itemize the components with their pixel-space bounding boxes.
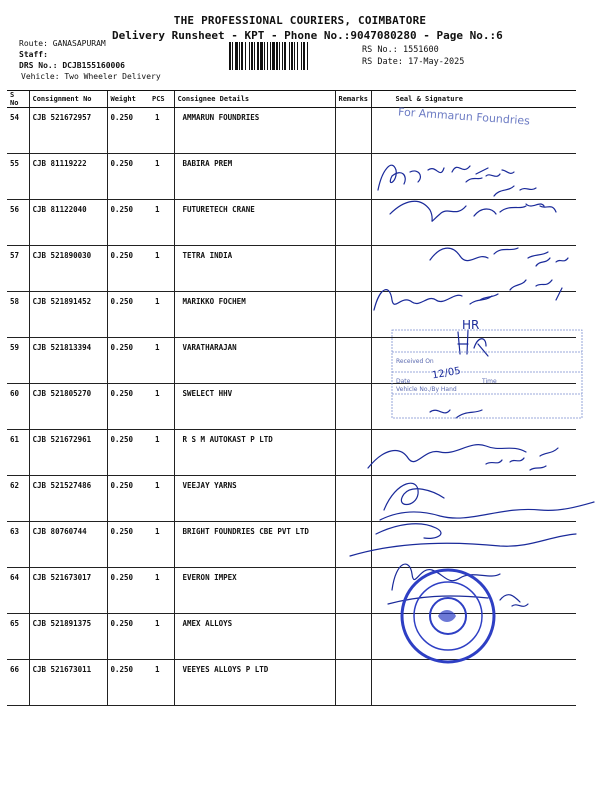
row-consignee: BABIRA PREM [174,154,335,200]
table-row [7,660,576,706]
barcode-bar [235,42,238,70]
row-sno: 57 [7,246,29,292]
row-remarks [335,614,371,660]
row-pcs: 1 [149,660,174,706]
barcode-bar [282,42,283,70]
barcode-bar [289,42,290,70]
row-sno: 60 [7,384,29,430]
row-weight: 0.250 [107,614,149,660]
row-sno: 54 [7,108,29,154]
row-weight: 0.250 [107,430,149,476]
barcode-bar [249,42,250,70]
row-consignee: VEEJAY YARNS [174,476,335,522]
row-consignment-no: CJB 81119222 [29,154,107,200]
col-consignment: Consignment No [29,91,107,108]
row-pcs: 1 [149,430,174,476]
swelect-stamp-date-value: 12/05 [431,365,462,382]
row-weight: 0.250 [107,154,149,200]
row-consignee: AMMARUN FOUNDRIES [174,108,335,154]
barcode-bar [279,42,280,70]
row-remarks [335,568,371,614]
table-row [7,200,576,246]
row-seal-signature [371,568,576,614]
vehicle-value: Two Wheeler Delivery [64,72,161,81]
row-remarks [335,476,371,522]
ammarun-stamp-text: For Ammarun Foundries [397,105,531,128]
row-consignment-no: CJB 521672961 [29,430,107,476]
row-pcs: 1 [149,476,174,522]
barcode-bar [251,42,253,70]
table-row [7,614,576,660]
row-remarks [335,108,371,154]
barcode-bar [239,42,240,70]
row-consignee: SWELECT HHV [174,384,335,430]
rs-date-label: RS Date: [362,57,403,67]
table-row [7,430,576,476]
row-consignee: TETRA INDIA [174,246,335,292]
company-title: THE PROFESSIONAL COURIERS, COIMBATORE [173,14,427,27]
row-weight: 0.250 [107,568,149,614]
row-weight: 0.250 [107,108,149,154]
row-weight: 0.250 [107,476,149,522]
row-consignee: MARIKKO FOCHEM [174,292,335,338]
row-sno: 65 [7,614,29,660]
row-consignment-no: CJB 521527486 [29,476,107,522]
barcode-bar [267,42,268,70]
row-consignee: VEEYES ALLOYS P LTD [174,660,335,706]
barcode [229,42,353,70]
rs-no-label: RS No.: [362,45,398,55]
row-consignment-no: CJB 521673017 [29,568,107,614]
row-seal-signature [371,476,576,522]
row-weight: 0.250 [107,246,149,292]
barcode-bar [270,42,271,70]
swelect-stamp-date-label: Date [396,378,411,385]
rs-date-line [362,57,464,67]
row-remarks [335,154,371,200]
barcode-bar [284,42,286,70]
row-remarks [335,292,371,338]
barcode-bar [254,42,255,70]
row-seal-signature [371,246,576,292]
row-weight: 0.250 [107,522,149,568]
swelect-stamp-vehicle-label: Vehicle No./By Hand [396,386,457,393]
row-consignee: AMEX ALLOYS [174,614,335,660]
barcode-bar [291,42,293,70]
row-consignment-no: CJB 521673011 [29,660,107,706]
row-sno: 66 [7,660,29,706]
col-remarks: Remarks [335,91,371,108]
barcode-bar [245,42,246,70]
barcode-bar [229,42,231,70]
swelect-stamp-received: Received On [396,358,434,365]
barcode-bar [257,42,259,70]
table-row [7,384,576,430]
col-seal-signature: Seal & Signature [371,91,576,108]
table-row [7,246,576,292]
table-row [7,338,576,384]
barcode-bar [303,42,305,70]
drs-label: DRS No.: [19,61,58,70]
table-row [7,292,576,338]
barcode-bar [301,42,302,70]
row-consignment-no: CJB 521672957 [29,108,107,154]
table-row [7,476,576,522]
row-consignment-no: CJB 521891452 [29,292,107,338]
row-consignment-no: CJB 521813394 [29,338,107,384]
row-consignee: EVERON IMPEX [174,568,335,614]
row-remarks [335,246,371,292]
col-sno: S No [7,91,29,108]
barcode-bar [232,42,233,70]
row-consignment-no: CJB 80760744 [29,522,107,568]
row-remarks [335,660,371,706]
row-consignee: BRIGHT FOUNDRIES CBE PVT LTD [174,522,335,568]
col-pcs: PCS [149,91,174,108]
row-seal-signature [371,430,576,476]
row-sno: 58 [7,292,29,338]
row-weight: 0.250 [107,338,149,384]
row-seal-signature [371,614,576,660]
staff-line [19,50,48,59]
row-weight: 0.250 [107,200,149,246]
barcode-bar [307,42,308,70]
row-remarks [335,384,371,430]
drs-line [19,61,125,70]
row-remarks [335,338,371,384]
row-pcs: 1 [149,292,174,338]
col-consignee: Consignee Details [174,91,335,108]
row-consignment-no: CJB 521890030 [29,246,107,292]
row-remarks [335,200,371,246]
row-pcs: 1 [149,200,174,246]
table-row [7,522,576,568]
rs-no-value: 1551600 [402,45,439,55]
barcode-bar [272,42,275,70]
rs-no-line [362,45,439,55]
row-pcs: 1 [149,338,174,384]
vehicle-line [21,72,161,81]
row-pcs: 1 [149,522,174,568]
barcode-bar [241,42,243,70]
row-consignment-no: CJB 521805270 [29,384,107,430]
barcode-bar [276,42,278,70]
row-weight: 0.250 [107,384,149,430]
barcode-bar [260,42,263,70]
barcode-bar [264,42,265,70]
barcode-bar [294,42,295,70]
table-row [7,568,576,614]
drs-value: DCJB155160006 [62,61,125,70]
row-sno: 55 [7,154,29,200]
rs-date-value: 17-May-2025 [408,57,465,67]
row-weight: 0.250 [107,660,149,706]
row-pcs: 1 [149,246,174,292]
runsheet-table [7,90,576,706]
row-sno: 62 [7,476,29,522]
row-consignee: R S M AUTOKAST P LTD [174,430,335,476]
row-seal-signature [371,660,576,706]
table-row [7,154,576,200]
row-sno: 63 [7,522,29,568]
initials-text-row-59: HR [462,318,480,332]
row-remarks [335,430,371,476]
row-weight: 0.250 [107,292,149,338]
row-consignee: FUTURETECH CRANE [174,200,335,246]
row-sno: 59 [7,338,29,384]
row-sno: 56 [7,200,29,246]
row-pcs: 1 [149,384,174,430]
swelect-stamp-time-label: Time [482,378,497,385]
route-value: GANASAPURAM [52,39,106,48]
row-sno: 61 [7,430,29,476]
row-consignment-no: CJB 81122040 [29,200,107,246]
vehicle-label: Vehicle: [21,72,60,81]
row-pcs: 1 [149,568,174,614]
row-seal-signature [371,200,576,246]
barcode-bar [297,42,298,70]
route-line [19,39,106,48]
row-remarks [335,522,371,568]
row-consignee: VARATHARAJAN [174,338,335,384]
row-pcs: 1 [149,154,174,200]
row-seal-signature [371,522,576,568]
row-pcs: 1 [149,108,174,154]
table-header-row [7,91,576,108]
row-seal-signature [371,154,576,200]
staff-label: Staff: [19,50,48,59]
row-sno: 64 [7,568,29,614]
runsheet-title: Delivery Runsheet - KPT - Phone No.:9047080280 - Page No.:6 [112,29,503,42]
row-pcs: 1 [149,614,174,660]
route-label: Route: [19,39,48,48]
row-consignment-no: CJB 521891375 [29,614,107,660]
col-weight: Weight [107,91,149,108]
